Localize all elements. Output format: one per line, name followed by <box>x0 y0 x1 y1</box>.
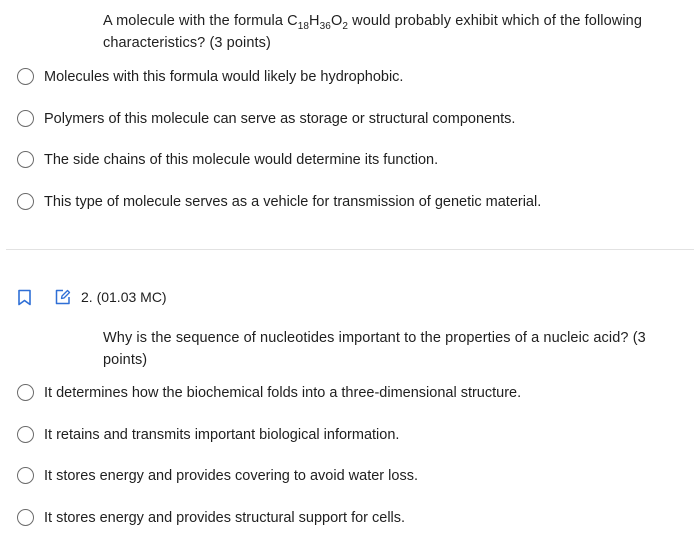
option-label: It determines how the biochemical folds into a three-dimensional structure. <box>44 384 522 401</box>
option-label: The side chains of this molecule would determine its function. <box>44 151 439 168</box>
option-label: Polymers of this molecule can serve as storage or structural components. <box>44 110 516 127</box>
formula-subscript-oxygen: 2 <box>342 20 349 32</box>
question-number: 2. (01.03 MC) <box>81 289 167 305</box>
note-edit-icon[interactable] <box>54 288 72 306</box>
option-label: Molecules with this formula would likely be hydrophobic. <box>44 68 404 85</box>
radio-button[interactable] <box>17 110 34 127</box>
q1-option-3[interactable] <box>17 151 438 168</box>
radio-button[interactable] <box>17 509 34 526</box>
section-divider <box>6 249 694 250</box>
q1-option-4[interactable] <box>17 193 541 210</box>
radio-button[interactable] <box>17 384 34 401</box>
option-label: It stores energy and provides structural support for cells. <box>44 509 406 526</box>
formula-subscript-carbon: 18 <box>297 20 310 32</box>
question-2-text: Why is the sequence of nucleotides important to the properties of a nucleic acid? (3 points) <box>103 330 646 368</box>
q1-option-1[interactable] <box>17 68 403 85</box>
bookmark-icon[interactable] <box>17 289 32 306</box>
question-1-text-end: would probably exhibit which of the following characteristics? (3 points) <box>103 13 642 51</box>
formula-oxygen: O <box>330 13 343 29</box>
question-1-text-start: A molecule with the formula C <box>103 13 298 29</box>
radio-button[interactable] <box>17 68 34 85</box>
q2-option-3[interactable] <box>17 467 418 484</box>
radio-button[interactable] <box>17 426 34 443</box>
option-label: This type of molecule serves as a vehicle for transmission of genetic material. <box>44 193 542 210</box>
radio-button[interactable] <box>17 151 34 168</box>
option-label: It retains and transmits important biological information. <box>44 426 400 443</box>
radio-button[interactable] <box>17 467 34 484</box>
radio-button[interactable] <box>17 193 34 210</box>
q2-option-2[interactable] <box>17 426 399 443</box>
q2-option-4[interactable] <box>17 509 405 526</box>
option-label: It stores energy and provides covering to avoid water loss. <box>44 467 418 484</box>
question-2-header <box>17 288 167 306</box>
formula-hydrogen: H <box>309 13 320 29</box>
q1-option-2[interactable] <box>17 110 515 127</box>
q2-option-1[interactable] <box>17 384 521 401</box>
question-1-text <box>103 10 688 54</box>
formula-subscript-hydrogen: 36 <box>319 20 331 32</box>
